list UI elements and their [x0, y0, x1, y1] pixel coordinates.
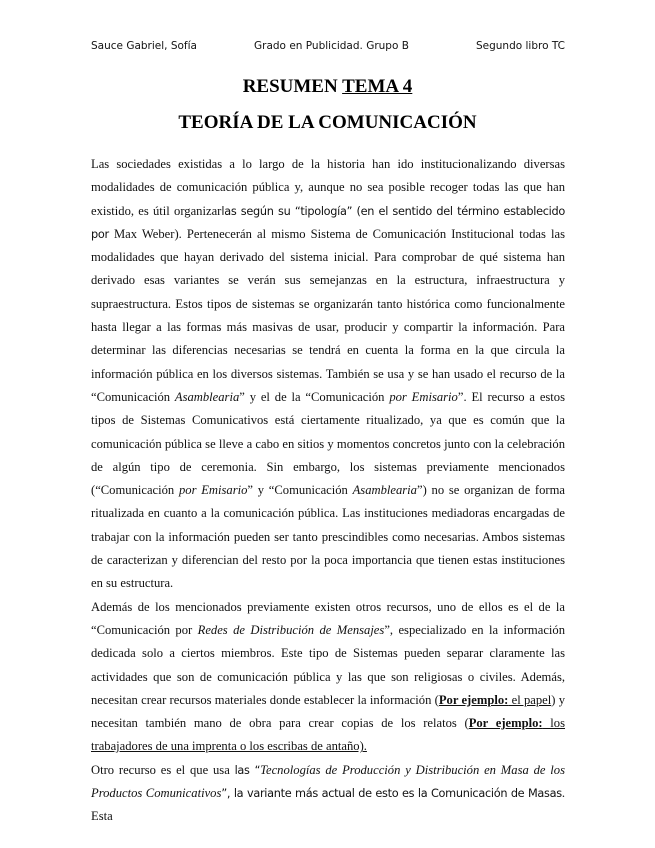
p2-example-2: los trabajadores de una imprenta o los escribas de antaño). [91, 716, 566, 754]
p1-text-5: ”. El recurso a estos tipos de Sistemas Comunicativos está ciertamente ritualizado, ya que es común que la comunicación pública se lleve a cabo en sitios y momentos concretos junto con la celebración de algún tipo de ceremonia. Sin embargo, los sistemas previamente mencionados (“Comunicación [91, 389, 566, 498]
document-body [91, 153, 565, 829]
p1-text-1: Las sociedades existidas a lo largo de la historia han ido institucionalizando diversas modalidades de comunicación pública y, aunque no sea posible recoger todas las que han existido, es útil organizar [91, 157, 565, 218]
p2-text-3: ) y necesitan también mano de obra para crear copias de los relatos ( [91, 692, 565, 731]
p1-text-7: ”) no se organizan de forma ritualizada en cuanto a la comunicación pública. Las instituciones mediadoras encargadas de trabajar con la información pueden ser tanto prescindibles como necesarias. Ambos sistemas de caracterizan y diferencian del resto por la poca importancia que tienen estas instituciones en su estructura. [91, 483, 565, 591]
p1-text-2: las según su “tipología” (en el sentido del término establecido por [91, 204, 565, 241]
p2-text-1: Además de los mencionados previamente existen otros recursos, uno de ellos es el de la “Comunicación por [91, 599, 565, 637]
document-subtitle: TEORÍA DE LA COMUNICACIÓN [178, 112, 477, 133]
title-prefix: RESUMEN [242, 76, 343, 97]
title-topic: TEMA 4 [342, 76, 413, 97]
p3-text-4: . Esta [91, 786, 565, 824]
p1-italic-2: por Emisario [389, 389, 458, 404]
p1-text-3: Max Weber). Pertenecerán al mismo Sistema de Comunicación Institucional todas las modalidades que hayan derivado del sistema inicial. Para comprobar de qué sistema han derivado esas variantes se verán sus semejanzas en la estructura, infraestructura y supraestructura. Estos tipos de sistemas se organizarán tanto histórica como funcionalmente hasta llegar a las formas más masivas de usar, producir y compartir la información. Para determinar las diferencias necesarias se tendrá en cuenta la forma en la que circula la información pública en los diversos sistemas. También se usa y se han usado el recurso de la “Comunicación [91, 226, 565, 404]
paragraph-2 [91, 596, 565, 759]
p1-text-6: ” y “Comunicación [247, 483, 353, 498]
page-header [91, 40, 565, 54]
p2-example-1: el papel [508, 692, 552, 707]
paragraph-3 [91, 759, 565, 829]
p1-italic-4: Asamblearia [352, 483, 417, 498]
header-author: Sauce Gabriel, Sofía [91, 40, 197, 52]
p3-text-2: las “ [234, 763, 261, 777]
header-book: Segundo libro TC [475, 40, 565, 52]
p1-italic-3: por Emisario [178, 483, 248, 498]
p1-italic-1: Asamblearia [174, 389, 240, 404]
p2-example-label-2: Por ejemplo: [468, 716, 543, 731]
p2-text-2: ”, especializado en la información dedicada solo a ciertos miembros. Este tipo de Sistemas pueden separar claramente las actividades que son de comunicación pública y las que son religiosas o civiles. Además, necesitan crear recursos materiales donde establecer la información ( [91, 622, 566, 707]
p2-example-label-1: Por ejemplo: [438, 692, 509, 707]
p2-italic-1: Redes de Distribución de Mensajes [197, 622, 385, 637]
p3-text-3: ”, la variante más actual de esto es la Comunicación de Masas [221, 787, 562, 801]
p1-text-4: ” y el de la “Comunicación [239, 389, 390, 404]
p3-italic-1: Tecnologías de Producción y Distribución en Masa de los Productos Comunicativos [91, 762, 565, 801]
document-title [0, 76, 655, 98]
paragraph-1 [91, 153, 565, 596]
p3-text-1: Otro recurso es el que usa [91, 762, 235, 777]
header-degree: Grado en Publicidad. Grupo B [254, 40, 409, 52]
